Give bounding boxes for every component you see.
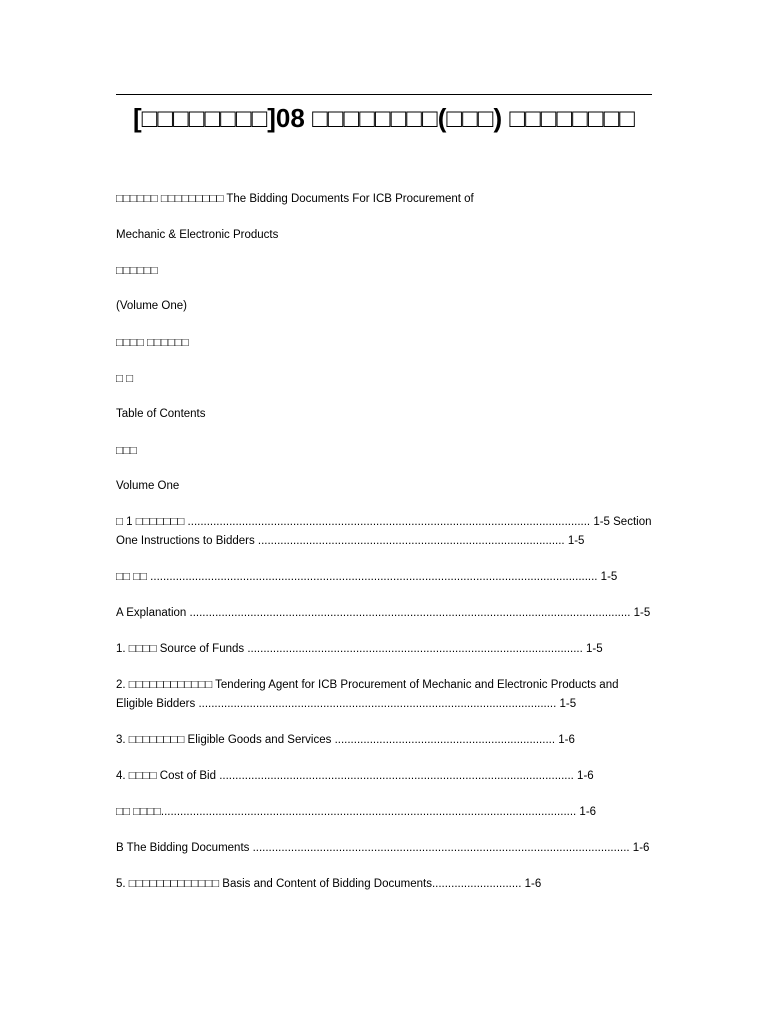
- toc-entry-explanation: A Explanation .......................................................................................................................................... 1-5: [116, 607, 651, 619]
- volume-label-en: (Volume One): [116, 300, 187, 312]
- toc-entry-section-one: □ 1 □□□□□□□ .............................................................................................................................. 1-5 Section: [116, 516, 652, 528]
- volume-one-heading: Volume One: [116, 480, 180, 492]
- toc-entry-section-one-cont: One Instructions to Bidders ................................................................................................ 1-5: [116, 535, 585, 547]
- document-title: [□□□□□□□□]08 □□□□□□□□(□□□) □□□□□□□□: [132, 103, 635, 133]
- toc-entry-tendering-agent: 2. □□□□□□□□□□□□ Tendering Agent for ICB Procurement of Mechanic and Electronic Products and: [116, 679, 619, 691]
- subtitle-line-cont: Mechanic & Electronic Products: [116, 229, 279, 241]
- volume-one-cn: □□□: [116, 445, 137, 457]
- publisher-line: □□□□ □□□□□□: [116, 337, 189, 349]
- toc-entry-basis-content: 5. □□□□□□□□□□□□□ Basis and Content of Bidding Documents............................ 1-6: [116, 878, 542, 890]
- toc-entry-tendering-agent-cont: Eligible Bidders ................................................................................................................ 1-5: [116, 698, 577, 710]
- volume-label-cn: □□□□□□: [116, 265, 158, 277]
- toc-entry-eligible-goods: 3. □□□□□□□□ Eligible Goods and Services ..................................................................... 1-6: [116, 734, 575, 746]
- toc-entry-general: □□ □□ ............................................................................................................................................ 1-5: [116, 571, 618, 583]
- toc-entry-cost-of-bid: 4. □□□□ Cost of Bid ............................................................................................................... 1-6: [116, 770, 594, 782]
- contents-heading-cn: □ □: [116, 373, 134, 385]
- toc-entry-bidding-documents: B The Bidding Documents ...................................................................................................................... 1-6: [116, 842, 650, 854]
- subtitle-line: □□□□□□ □□□□□□□□□ The Bidding Documents For ICB Procurement of: [116, 193, 474, 205]
- toc-entry-cn-section: □□ □□□□.................................................................................................................................. 1-6: [116, 806, 597, 818]
- header-rule: [116, 94, 652, 95]
- contents-heading: Table of Contents: [116, 408, 206, 420]
- toc-entry-source-of-funds: 1. □□□□ Source of Funds ......................................................................................................... 1-5: [116, 643, 603, 655]
